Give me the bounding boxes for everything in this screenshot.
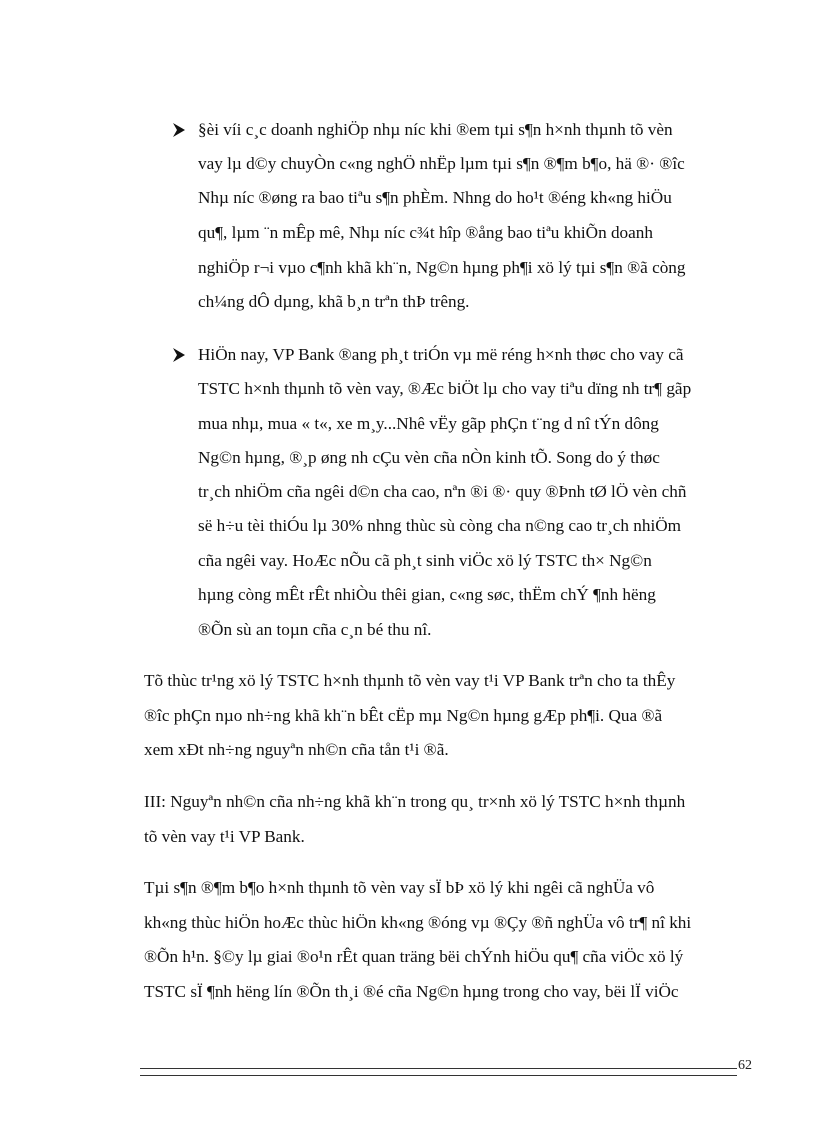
arrow-bullet-icon [172, 348, 186, 362]
bullet-line: ®Õn sù an toµn cña c¸n bé thu nî. [198, 620, 432, 639]
paragraph-line: Tµi s¶n ®¶m b¶o h×nh thµnh tõ vèn vay sÏ bÞ xö lý khi ngêi cã nghÜa vô [144, 878, 655, 897]
paragraph-line: TSTC sÏ ¶nh hëng lín ®Õn th¸i ®é cña Ng©n hµng trong cho vay, bëi lÏ viÖc [144, 982, 679, 1001]
bullet-line: mua nhµ, mua « t«, xe m¸y...Nhê vËy gãp phÇn t¨ng d nî tÝn dông [198, 414, 659, 433]
bullet-line: vay lµ d©y chuyÒn c«ng nghÖ nhËp lµm tµi s¶n ®¶m b¶o, hä ®· ®îc [198, 154, 685, 173]
bullet-line: qu¶, lµm ¨n mÊp mê, Nhµ níc c¾t hîp ®ång bao tiªu khiÕn doanh [198, 223, 653, 242]
page-number: 62 [738, 1058, 752, 1073]
bullet-line: §èi víi c¸c doanh nghiÖp nhµ níc khi ®em tµi s¶n h×nh thµnh tõ vèn [198, 120, 673, 139]
bullet-line: hµng còng mÊt rÊt nhiÒu thêi gian, c«ng søc, thËm chÝ ¶nh hëng [198, 585, 656, 604]
bullet-line: ch¼ng dÔ dµng, khã b¸n trªn thÞ trêng. [198, 292, 470, 311]
bullet-line: nghiÖp r¬i vµo c¶nh khã kh¨n, Ng©n hµng ph¶i xö lý tµi s¶n ®ã còng [198, 258, 686, 277]
bullet-line: Ng©n hµng, ®¸p øng nh cÇu vèn cña nÒn kinh tÕ. Song do ý thøc [198, 448, 660, 467]
bullet-line: së h÷u tèi thiÓu lµ 30% nhng thùc sù còng cha n©ng cao tr¸ch nhiÖm [198, 516, 681, 535]
footer-rule [140, 1068, 737, 1076]
bullet-line: Nhµ níc ®øng ra bao tiªu s¶n phÈm. Nhng do ho¹t ®éng kh«ng hiÖu [198, 188, 672, 207]
paragraph-line: xem xÐt nh÷ng nguyªn nh©n cña tån t¹i ®ã. [144, 740, 449, 759]
bullet-line: cña ngêi vay. HoÆc nÕu cã ph¸t sinh viÖc xö lý TSTC th× Ng©n [198, 551, 652, 570]
bullet-line: HiÖn nay, VP Bank ®ang ph¸t triÓn vµ më réng h×nh thøc cho vay cã [198, 345, 684, 364]
heading-line: III: Nguyªn nh©n cña nh÷ng khã kh¨n trong qu¸ tr×nh xö lý TSTC h×nh thµnh [144, 792, 686, 811]
heading-line: tõ vèn vay t¹i VP Bank. [144, 827, 305, 846]
paragraph-line: Tõ thùc tr¹ng xö lý TSTC h×nh thµnh tõ vèn vay t¹i VP Bank trªn cho ta thÊy [144, 671, 676, 690]
paragraph-line: ®îc phÇn nµo nh÷ng khã kh¨n bÊt cËp mµ Ng©n hµng gÆp ph¶i. Qua ®ã [144, 706, 663, 725]
arrow-bullet-icon [172, 123, 186, 137]
bullet-line: tr¸ch nhiÖm cña ngêi d©n cha cao, nªn ®i ®· quy ®Þnh tØ lÖ vèn chñ [198, 482, 687, 501]
paragraph-line: kh«ng thùc hiÖn hoÆc thùc hiÖn kh«ng ®óng vµ ®Çy ®ñ nghÜa vô tr¶ nî khi [144, 913, 692, 932]
bullet-line: TSTC h×nh thµnh tõ vèn vay, ®Æc biÖt lµ cho vay tiªu dïng nh tr¶ gãp [198, 379, 692, 398]
paragraph-line: ®Õn h¹n. §©y lµ giai ®o¹n rÊt quan träng bëi chÝnh hiÖu qu¶ cña viÖc xö lý [144, 947, 684, 966]
